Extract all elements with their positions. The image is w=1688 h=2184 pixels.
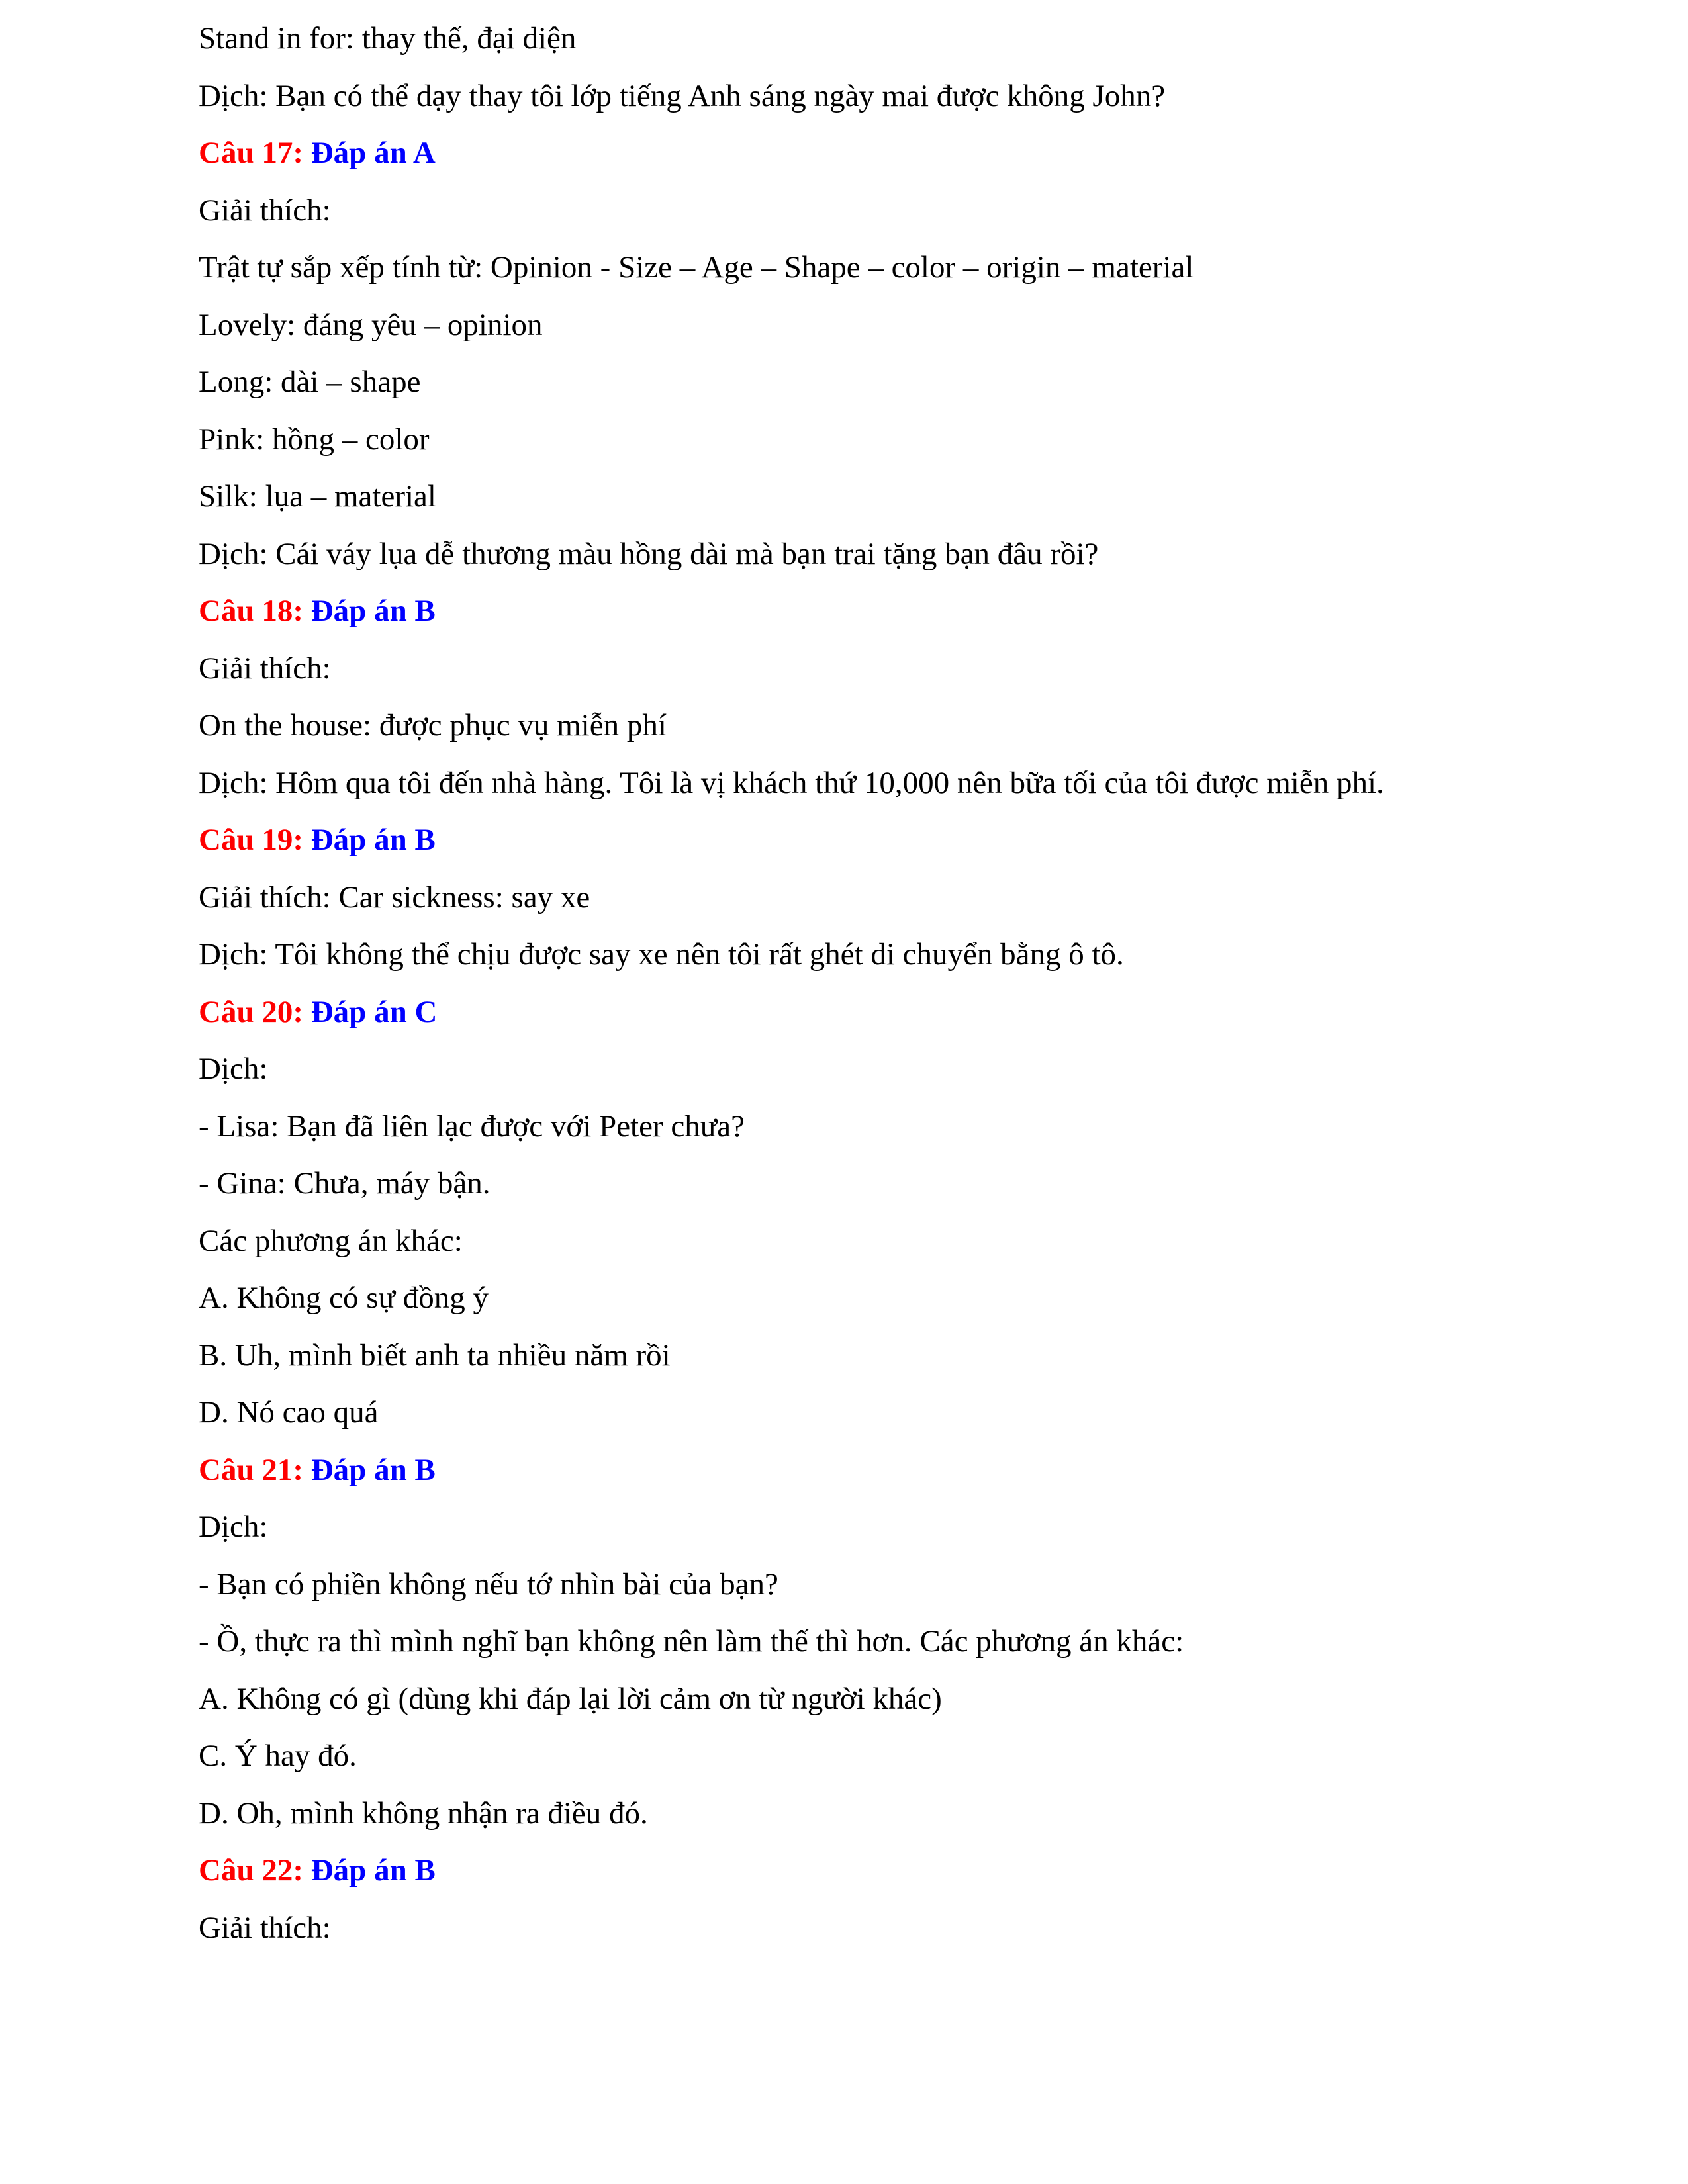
question-heading bbox=[199, 132, 1523, 189]
text-line: Pink: hồng – color bbox=[199, 422, 430, 457]
text-line: On the house: được phục vụ miễn phí bbox=[199, 708, 667, 743]
text-line: Lovely: đáng yêu – opinion bbox=[199, 307, 543, 342]
text-line: C. Ý hay đó. bbox=[199, 1739, 357, 1773]
text-line: Dịch: Cái váy lụa dễ thương màu hồng dài mà bạn trai tặng bạn đâu rồi? bbox=[199, 536, 1099, 571]
text-line: D. Nó cao quá bbox=[199, 1395, 379, 1430]
answer-label: Đáp án B bbox=[310, 1853, 436, 1888]
text-line: Các phương án khác: bbox=[199, 1223, 463, 1258]
text-line: Giải thích: bbox=[199, 651, 331, 686]
question-heading bbox=[199, 991, 1523, 1048]
text-line: Giải thích: bbox=[199, 1910, 331, 1945]
text-line: Dịch: bbox=[199, 1052, 268, 1086]
text-line: - Gina: Chưa, máy bận. bbox=[199, 1166, 491, 1201]
answer-label: Đáp án B bbox=[310, 823, 436, 857]
text-line: Silk: lụa – material bbox=[199, 479, 436, 514]
text-line: Giải thích: Car sickness: say xe bbox=[199, 880, 590, 915]
question-number: Câu 20: bbox=[199, 994, 303, 1029]
answer-label: Đáp án C bbox=[310, 994, 438, 1029]
text-line: Giải thích: bbox=[199, 193, 331, 228]
text-line: A. Không có sự đồng ý bbox=[199, 1281, 489, 1315]
text-line: B. Uh, mình biết anh ta nhiều năm rồi bbox=[199, 1338, 671, 1373]
text-line: Stand in for: thay thế, đại diện bbox=[199, 21, 577, 56]
text-line: Dịch: Tôi không thể chịu được say xe nên tôi rất ghét di chuyển bằng ô tô. bbox=[199, 937, 1124, 972]
text-line: - Ồ, thực ra thì mình nghĩ bạn không nên làm thế thì hơn. Các phương án khác: bbox=[199, 1624, 1184, 1659]
text-line: Long: dài – shape bbox=[199, 365, 421, 399]
question-heading bbox=[199, 1449, 1523, 1506]
text-line: Trật tự sắp xếp tính từ: Opinion - Size – Age – Shape – color – origin – material bbox=[199, 250, 1194, 285]
text-line: A. Không có gì (dùng khi đáp lại lời cảm ơn từ người khác) bbox=[199, 1681, 942, 1716]
question-number: Câu 18: bbox=[199, 594, 303, 628]
text-line: - Lisa: Bạn đã liên lạc được với Peter chưa? bbox=[199, 1109, 745, 1144]
question-number: Câu 19: bbox=[199, 823, 303, 857]
answer-label: Đáp án A bbox=[310, 136, 436, 170]
text-line: Dịch: Bạn có thể dạy thay tôi lớp tiếng Anh sáng ngày mai được không John? bbox=[199, 78, 1166, 113]
text-line: Dịch: Hôm qua tôi đến nhà hàng. Tôi là vị khách thứ 10,000 nên bữa tối của tôi được miễn phí. bbox=[199, 765, 1384, 800]
answer-label: Đáp án B bbox=[310, 594, 436, 628]
text-line: Dịch: bbox=[199, 1510, 268, 1544]
question-number: Câu 17: bbox=[199, 136, 303, 170]
question-heading bbox=[199, 590, 1523, 647]
document-page bbox=[199, 17, 1523, 1964]
text-line: - Bạn có phiền không nếu tớ nhìn bài của bạn? bbox=[199, 1567, 778, 1602]
text-line: D. Oh, mình không nhận ra điều đó. bbox=[199, 1796, 648, 1831]
question-heading bbox=[199, 1849, 1523, 1907]
question-heading bbox=[199, 819, 1523, 876]
answer-label: Đáp án B bbox=[310, 1452, 436, 1487]
question-number: Câu 21: bbox=[199, 1452, 303, 1487]
question-number: Câu 22: bbox=[199, 1853, 303, 1888]
